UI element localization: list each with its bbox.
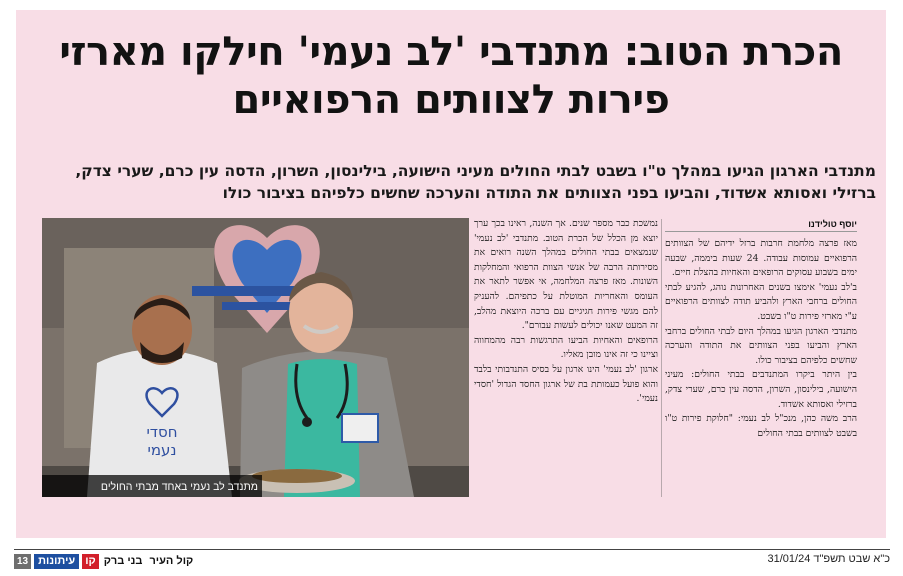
paragraph: בין היתר ביקרו המתנדבים בבתי החולים: מעיני הישועה, בילינסון, השרון, הדסה עין כרם, שערי צדק, ברזילי ואסותא אשדוד. bbox=[665, 369, 857, 410]
paragraph: ארגון 'לב נעמי' הינו ארגון על בסיס התנדבותי בלבד והוא פועל כעמותת בת של ארגון החסד הגדול 'חסדי נעמי'. bbox=[474, 363, 658, 405]
footer-paper-name: קול העיר bbox=[149, 555, 194, 567]
paragraph: מאז פרצה מלחמת חרבות ברזל ידיהם של הצוותים הרפואיים עמוסות עבודה. 24 שעות ביממה, שבעה ימים בשבוע עסוקים הרופאים והאחיות בהצלת חיים. bbox=[665, 238, 857, 279]
page-number: 13 bbox=[14, 554, 31, 569]
headline bbox=[16, 28, 886, 124]
column-divider bbox=[661, 219, 662, 497]
headline-line-2: פירות לצוותים הרפואיים bbox=[232, 77, 670, 123]
paragraph: מתנדבי הארגון הגיעו במהלך היום לבתי החולים ברחבי הארץ והביעו בפני הצוותים את התודה והערכה שחשים כלפיהם בציבור כולו. bbox=[665, 325, 857, 366]
page-footer bbox=[14, 549, 890, 570]
shirt-text: חסדי bbox=[146, 423, 178, 441]
shirt-text: נעמי bbox=[147, 441, 177, 459]
photo-caption: מתנדב לב נעמי באחד מבתי החולים bbox=[100, 481, 258, 493]
byline: יוסף טולידנו bbox=[665, 219, 857, 232]
paragraph: ב'לב נעמי' אימצו בשנים האחרונות נוהג, להגיע לבתי החולים ברחבי הארץ ולהביע תודה לצוותים הרפואיים ע"י מארזי פירות ט"ו בשבט. bbox=[665, 281, 857, 322]
footer-masthead bbox=[14, 553, 195, 569]
article-column-right bbox=[665, 223, 857, 441]
photo-illustration bbox=[42, 218, 469, 497]
footer-date: כ"א שבט תשפ"ד 31/01/24 bbox=[767, 553, 890, 565]
paragraph: נמשכת כבר מספר שנים. אך השנה, ראינו בכך ערך יוצא מן הכלל של הכרת הטוב. מתנדבי 'לב נעמי' שנמצאים בבתי החולים במהלך השנה רואים את מסירותה הרבה של אנשי הצוות הרפואי והמחלקות השונות. מאז פרצה המלחמה, אי אפשר לתאר את העומס והאחריות המוטלת על כתפיהם. להעניק להם מגשי פירות חגיגיים עם ברכה היוצאת מהלב, זה המעט שאנו יכולים לעשות עבורם". bbox=[474, 218, 658, 332]
subheadline: מתנדבי הארגון הגיעו במהלך ט"ו בשבט לבתי החולים מעיני הישועה, בילינסון, השרון, הדסה עין כרם, שערי צדק, ברזילי ואסותא אשדוד, והביעו בפני הצוותים את התודה והערכה שחשים כלפיהם בציבור כולו bbox=[75, 162, 876, 202]
footer-city: בני ברק bbox=[103, 555, 143, 567]
section-tag-blue: עיתונות bbox=[34, 554, 79, 569]
paragraph: הרב משה כהן, מנכ"ל לב נעמי: "חלוקת פירות ט"ו בשבט לצוותים בבתי החולים bbox=[665, 413, 857, 439]
article-column-middle bbox=[474, 217, 658, 407]
paragraph: הרופאים והאחיות הביעו התרגשות רבה מהמחווה וציינו כי זה אינו מובן מאליו. bbox=[474, 334, 658, 361]
section-tag-red: קו bbox=[82, 554, 99, 569]
headline-line-1: הכרת הטוב: מתנדבי 'לב נעמי' חילקו מארזי bbox=[59, 29, 843, 75]
article-photo bbox=[42, 218, 469, 497]
